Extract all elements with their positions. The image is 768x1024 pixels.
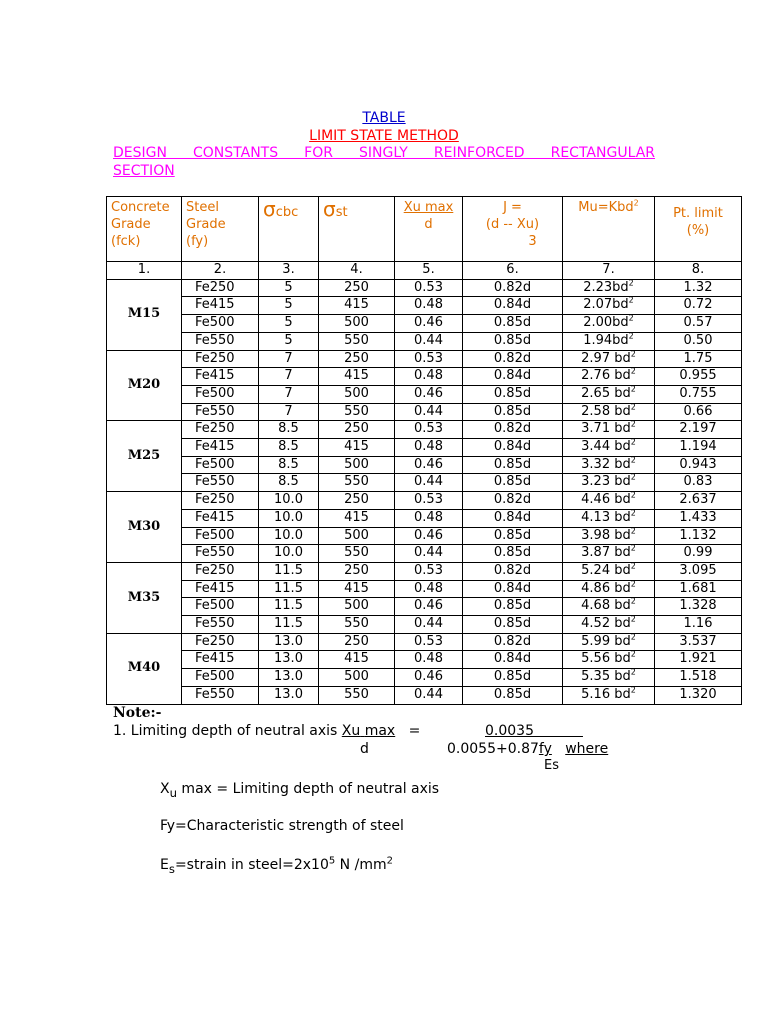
table-row [107,545,742,563]
xu-ratio-cell: 0.44 [395,616,463,634]
concrete-grade-cell: M30 [107,492,182,563]
pt-limit-cell: 3.095 [655,562,742,580]
steel-grade-cell: Fe500 [182,669,259,687]
pt-limit-cell: 1.681 [655,580,742,598]
pt-limit-cell: 0.955 [655,368,742,386]
header-sigma-cbc: σcbc [259,197,319,262]
table-row [107,350,742,368]
table-row [107,385,742,403]
steel-grade-cell: Fe415 [182,651,259,669]
mu-cell: 3.32 $bd^2$ [563,456,655,474]
mu-cell: 2.65 $bd^2$ [563,385,655,403]
header-pt-limit: Pt. limit (%) [655,197,742,262]
xu-ratio-cell: 0.53 [395,562,463,580]
xu-ratio-cell: 0.44 [395,474,463,492]
steel-grade-cell: Fe500 [182,527,259,545]
table-row [107,297,742,315]
xu-ratio-cell: 0.53 [395,279,463,297]
sigma-cbc-cell: 11.5 [259,598,319,616]
pt-limit-cell: 0.72 [655,297,742,315]
mu-cell: 2.58 $bd^2$ [563,403,655,421]
fraction-numerator: 0.0035 [485,723,534,739]
sigma-st-cell: 415 [319,509,395,527]
table-row [107,616,742,634]
steel-grade-cell: Fe550 [182,474,259,492]
mu-cell: 4.86 $bd^2$ [563,580,655,598]
sigma-st-cell: 500 [319,456,395,474]
xu-ratio-cell: 0.53 [395,421,463,439]
sigma-st-cell: 550 [319,332,395,350]
header-concrete-grade: Concrete Grade (fck) [107,197,182,262]
xu-ratio-cell: 0.44 [395,332,463,350]
mu-cell: 4.68 $bd^2$ [563,598,655,616]
xu-ratio-cell: 0.48 [395,439,463,457]
sigma-cbc-cell: 13.0 [259,686,319,704]
sigma-cbc-cell: 5 [259,315,319,333]
table-row [107,633,742,651]
xu-ratio-cell: 0.48 [395,509,463,527]
pt-limit-cell: 1.194 [655,439,742,457]
sigma-cbc-cell: 8.5 [259,474,319,492]
table-row [107,492,742,510]
steel-grade-cell: Fe415 [182,509,259,527]
steel-grade-cell: Fe500 [182,315,259,333]
pt-limit-cell: 1.75 [655,350,742,368]
sigma-st-cell: 550 [319,474,395,492]
design-title-line1: DESIGN CONSTANTS FOR SINGLY REINFORCED RECTANGULAR [113,145,655,161]
pt-limit-cell: 0.50 [655,332,742,350]
mu-cell: $1.94bd^2$ [563,332,655,350]
j-cell: 0.84d [463,509,563,527]
sigma-st-cell: 250 [319,492,395,510]
pt-limit-cell: 0.943 [655,456,742,474]
sigma-cbc-cell: 10.0 [259,527,319,545]
sigma-st-cell: 250 [319,633,395,651]
mu-cell: 3.23 $bd^2$ [563,474,655,492]
j-cell: 0.85d [463,474,563,492]
header-sigma-st: σst [319,197,395,262]
j-cell: 0.84d [463,368,563,386]
j-cell: 0.85d [463,686,563,704]
j-cell: 0.82d [463,562,563,580]
col-number: 1. [107,262,182,280]
steel-grade-cell: Fe415 [182,297,259,315]
j-cell: 0.85d [463,545,563,563]
mu-cell: $2.23bd^2$ [563,279,655,297]
table-row [107,439,742,457]
fraction-denominator: 0.0055+0.87fy where [447,741,609,757]
sigma-cbc-cell: 7 [259,403,319,421]
xu-ratio-cell: 0.48 [395,297,463,315]
pt-limit-cell: 1.921 [655,651,742,669]
sigma-cbc-cell: 10.0 [259,509,319,527]
mu-cell: $2.07bd^2$ [563,297,655,315]
steel-grade-cell: Fe250 [182,421,259,439]
steel-grade-cell: Fe500 [182,456,259,474]
steel-grade-cell: Fe550 [182,545,259,563]
table-row [107,332,742,350]
pt-limit-cell: 1.16 [655,616,742,634]
sigma-cbc-cell: 7 [259,350,319,368]
steel-grade-cell: Fe415 [182,368,259,386]
col-number: 3. [259,262,319,280]
column-number-row [107,262,742,280]
j-cell: 0.82d [463,421,563,439]
sigma-st-cell: 250 [319,562,395,580]
xu-ratio-cell: 0.53 [395,633,463,651]
sigma-st-cell: 500 [319,527,395,545]
pt-limit-cell: 0.83 [655,474,742,492]
j-cell: 0.85d [463,332,563,350]
mu-cell: 4.13 $bd^2$ [563,509,655,527]
sigma-st-cell: 500 [319,669,395,687]
definition-fy: Fy=Characteristic strength of steel [160,818,404,834]
mu-cell: 4.46 $bd^2$ [563,492,655,510]
sigma-cbc-cell: 13.0 [259,651,319,669]
note-denominator-d: d [360,741,369,757]
col-number: 7. [563,262,655,280]
j-cell: 0.82d [463,279,563,297]
j-cell: 0.84d [463,297,563,315]
table-row [107,509,742,527]
sigma-cbc-cell: 13.0 [259,669,319,687]
j-cell: 0.85d [463,598,563,616]
col-number: 5. [395,262,463,280]
pt-limit-cell: 1.320 [655,686,742,704]
j-cell: 0.82d [463,350,563,368]
table-row [107,474,742,492]
table-row [107,580,742,598]
header-xu-max-d: Xu max d [395,197,463,262]
col-number: 8. [655,262,742,280]
j-cell: 0.85d [463,403,563,421]
steel-grade-cell: Fe550 [182,616,259,634]
xu-ratio-cell: 0.46 [395,385,463,403]
sigma-st-cell: 250 [319,279,395,297]
mu-cell: 3.71 $bd^2$ [563,421,655,439]
pt-limit-cell: 0.57 [655,315,742,333]
steel-grade-cell: Fe250 [182,562,259,580]
xu-ratio-cell: 0.44 [395,403,463,421]
sigma-cbc-cell: 7 [259,385,319,403]
definition-es: $E_s=strain$ in $steel=2x10^5$ N $/mm^2$ [160,855,393,876]
sigma-cbc-cell: 5 [259,332,319,350]
pt-limit-cell: 0.755 [655,385,742,403]
sigma-cbc-cell: 11.5 [259,580,319,598]
mu-cell: 5.99 $bd^2$ [563,633,655,651]
definition-xu: $X_u$ max = Limiting depth of neutral axis [160,781,440,800]
xu-ratio-cell: 0.48 [395,580,463,598]
header-row [107,197,742,262]
table-row [107,669,742,687]
xu-ratio-cell: 0.48 [395,651,463,669]
mu-cell: 3.98 $bd^2$ [563,527,655,545]
sigma-cbc-cell: 8.5 [259,456,319,474]
pt-limit-cell: 0.99 [655,545,742,563]
steel-grade-cell: Fe250 [182,350,259,368]
table-row [107,421,742,439]
sigma-cbc-cell: 13.0 [259,633,319,651]
j-cell: 0.85d [463,315,563,333]
xu-ratio-cell: 0.44 [395,545,463,563]
mu-cell: 5.35 $bd^2$ [563,669,655,687]
sigma-cbc-cell: 10.0 [259,545,319,563]
j-cell: 0.85d [463,456,563,474]
xu-ratio-cell: 0.48 [395,368,463,386]
sigma-st-cell: 415 [319,580,395,598]
pt-limit-cell: 1.518 [655,669,742,687]
sigma-cbc-cell: 5 [259,297,319,315]
steel-grade-cell: Fe250 [182,279,259,297]
mu-cell: 5.24 $bd^2$ [563,562,655,580]
sigma-st-cell: 415 [319,297,395,315]
j-cell: 0.85d [463,669,563,687]
table-row [107,686,742,704]
note-title: Note:- [113,705,162,721]
mu-cell: 5.16 $bd^2$ [563,686,655,704]
sigma-st-cell: 250 [319,350,395,368]
table-row [107,279,742,297]
pt-limit-cell: 1.132 [655,527,742,545]
pt-limit-cell: 3.537 [655,633,742,651]
j-cell: 0.82d [463,492,563,510]
method-title: LIMIT STATE METHOD [309,128,459,144]
xu-ratio-cell: 0.46 [395,669,463,687]
sigma-cbc-cell: 7 [259,368,319,386]
col-number: 6. [463,262,563,280]
j-cell: 0.85d [463,385,563,403]
j-cell: 0.84d [463,651,563,669]
xu-ratio-cell: 0.53 [395,492,463,510]
mu-cell: 3.87 $bd^2$ [563,545,655,563]
j-cell: 0.85d [463,527,563,545]
table-row [107,315,742,333]
j-cell: 0.85d [463,616,563,634]
col-number: 2. [182,262,259,280]
pt-limit-cell: 1.433 [655,509,742,527]
steel-grade-cell: Fe550 [182,403,259,421]
concrete-grade-cell: M35 [107,562,182,633]
table-label: TABLE [362,110,406,126]
mu-cell: 5.56 $bd^2$ [563,651,655,669]
j-cell: 0.82d [463,633,563,651]
concrete-grade-cell: M20 [107,350,182,421]
pt-limit-cell: 2.637 [655,492,742,510]
pt-limit-cell: 1.328 [655,598,742,616]
xu-ratio-cell: 0.53 [395,350,463,368]
mu-cell: 3.44 $bd^2$ [563,439,655,457]
sigma-st-cell: 415 [319,439,395,457]
pt-limit-cell: 2.197 [655,421,742,439]
sigma-cbc-cell: 11.5 [259,616,319,634]
xu-ratio-cell: 0.46 [395,527,463,545]
mu-cell: 4.52 $bd^2$ [563,616,655,634]
sigma-cbc-cell: 8.5 [259,421,319,439]
table-row [107,598,742,616]
j-cell: 0.84d [463,580,563,598]
xu-ratio-cell: 0.46 [395,315,463,333]
steel-grade-cell: Fe415 [182,580,259,598]
sigma-st-cell: 500 [319,385,395,403]
xu-ratio-cell: 0.46 [395,598,463,616]
concrete-grade-cell: M40 [107,633,182,704]
sigma-cbc-cell: 11.5 [259,562,319,580]
sigma-st-cell: 550 [319,403,395,421]
table-row [107,651,742,669]
sigma-cbc-cell: 5 [259,279,319,297]
design-constants-table [106,196,742,705]
steel-grade-cell: Fe250 [182,492,259,510]
sigma-st-cell: 415 [319,651,395,669]
table-row [107,403,742,421]
col-number: 4. [319,262,395,280]
mu-cell: 2.76 $bd^2$ [563,368,655,386]
sigma-st-cell: 415 [319,368,395,386]
sigma-st-cell: 500 [319,315,395,333]
table-row [107,562,742,580]
steel-grade-cell: Fe500 [182,598,259,616]
header-steel-grade: Steel Grade (fy) [182,197,259,262]
steel-grade-cell: Fe550 [182,686,259,704]
sigma-st-cell: 550 [319,616,395,634]
pt-limit-cell: 0.66 [655,403,742,421]
note-line-1: 1. Limiting depth of neutral axis Xu max = [113,723,421,739]
header-j: J = (d -- Xu) 3 [463,197,563,262]
sigma-cbc-cell: 8.5 [259,439,319,457]
steel-grade-cell: Fe550 [182,332,259,350]
sigma-st-cell: 500 [319,598,395,616]
table-row [107,527,742,545]
mu-cell: 2.97 $bd^2$ [563,350,655,368]
table-row [107,456,742,474]
pt-limit-cell: 1.32 [655,279,742,297]
sigma-st-cell: 550 [319,545,395,563]
concrete-grade-cell: M15 [107,279,182,350]
steel-grade-cell: Fe415 [182,439,259,457]
design-title-line2: SECTION [113,163,175,179]
concrete-grade-cell: M25 [107,421,182,492]
sigma-cbc-cell: 10.0 [259,492,319,510]
xu-ratio-cell: 0.44 [395,686,463,704]
steel-grade-cell: Fe250 [182,633,259,651]
xu-ratio-cell: 0.46 [395,456,463,474]
j-cell: 0.84d [463,439,563,457]
sigma-st-cell: 550 [319,686,395,704]
mu-cell: $2.00bd^2$ [563,315,655,333]
table-row [107,368,742,386]
es-label: Es [544,758,559,773]
sigma-st-cell: 250 [319,421,395,439]
header-mu: Mu=Kbd$^2$ [563,197,655,262]
steel-grade-cell: Fe500 [182,385,259,403]
